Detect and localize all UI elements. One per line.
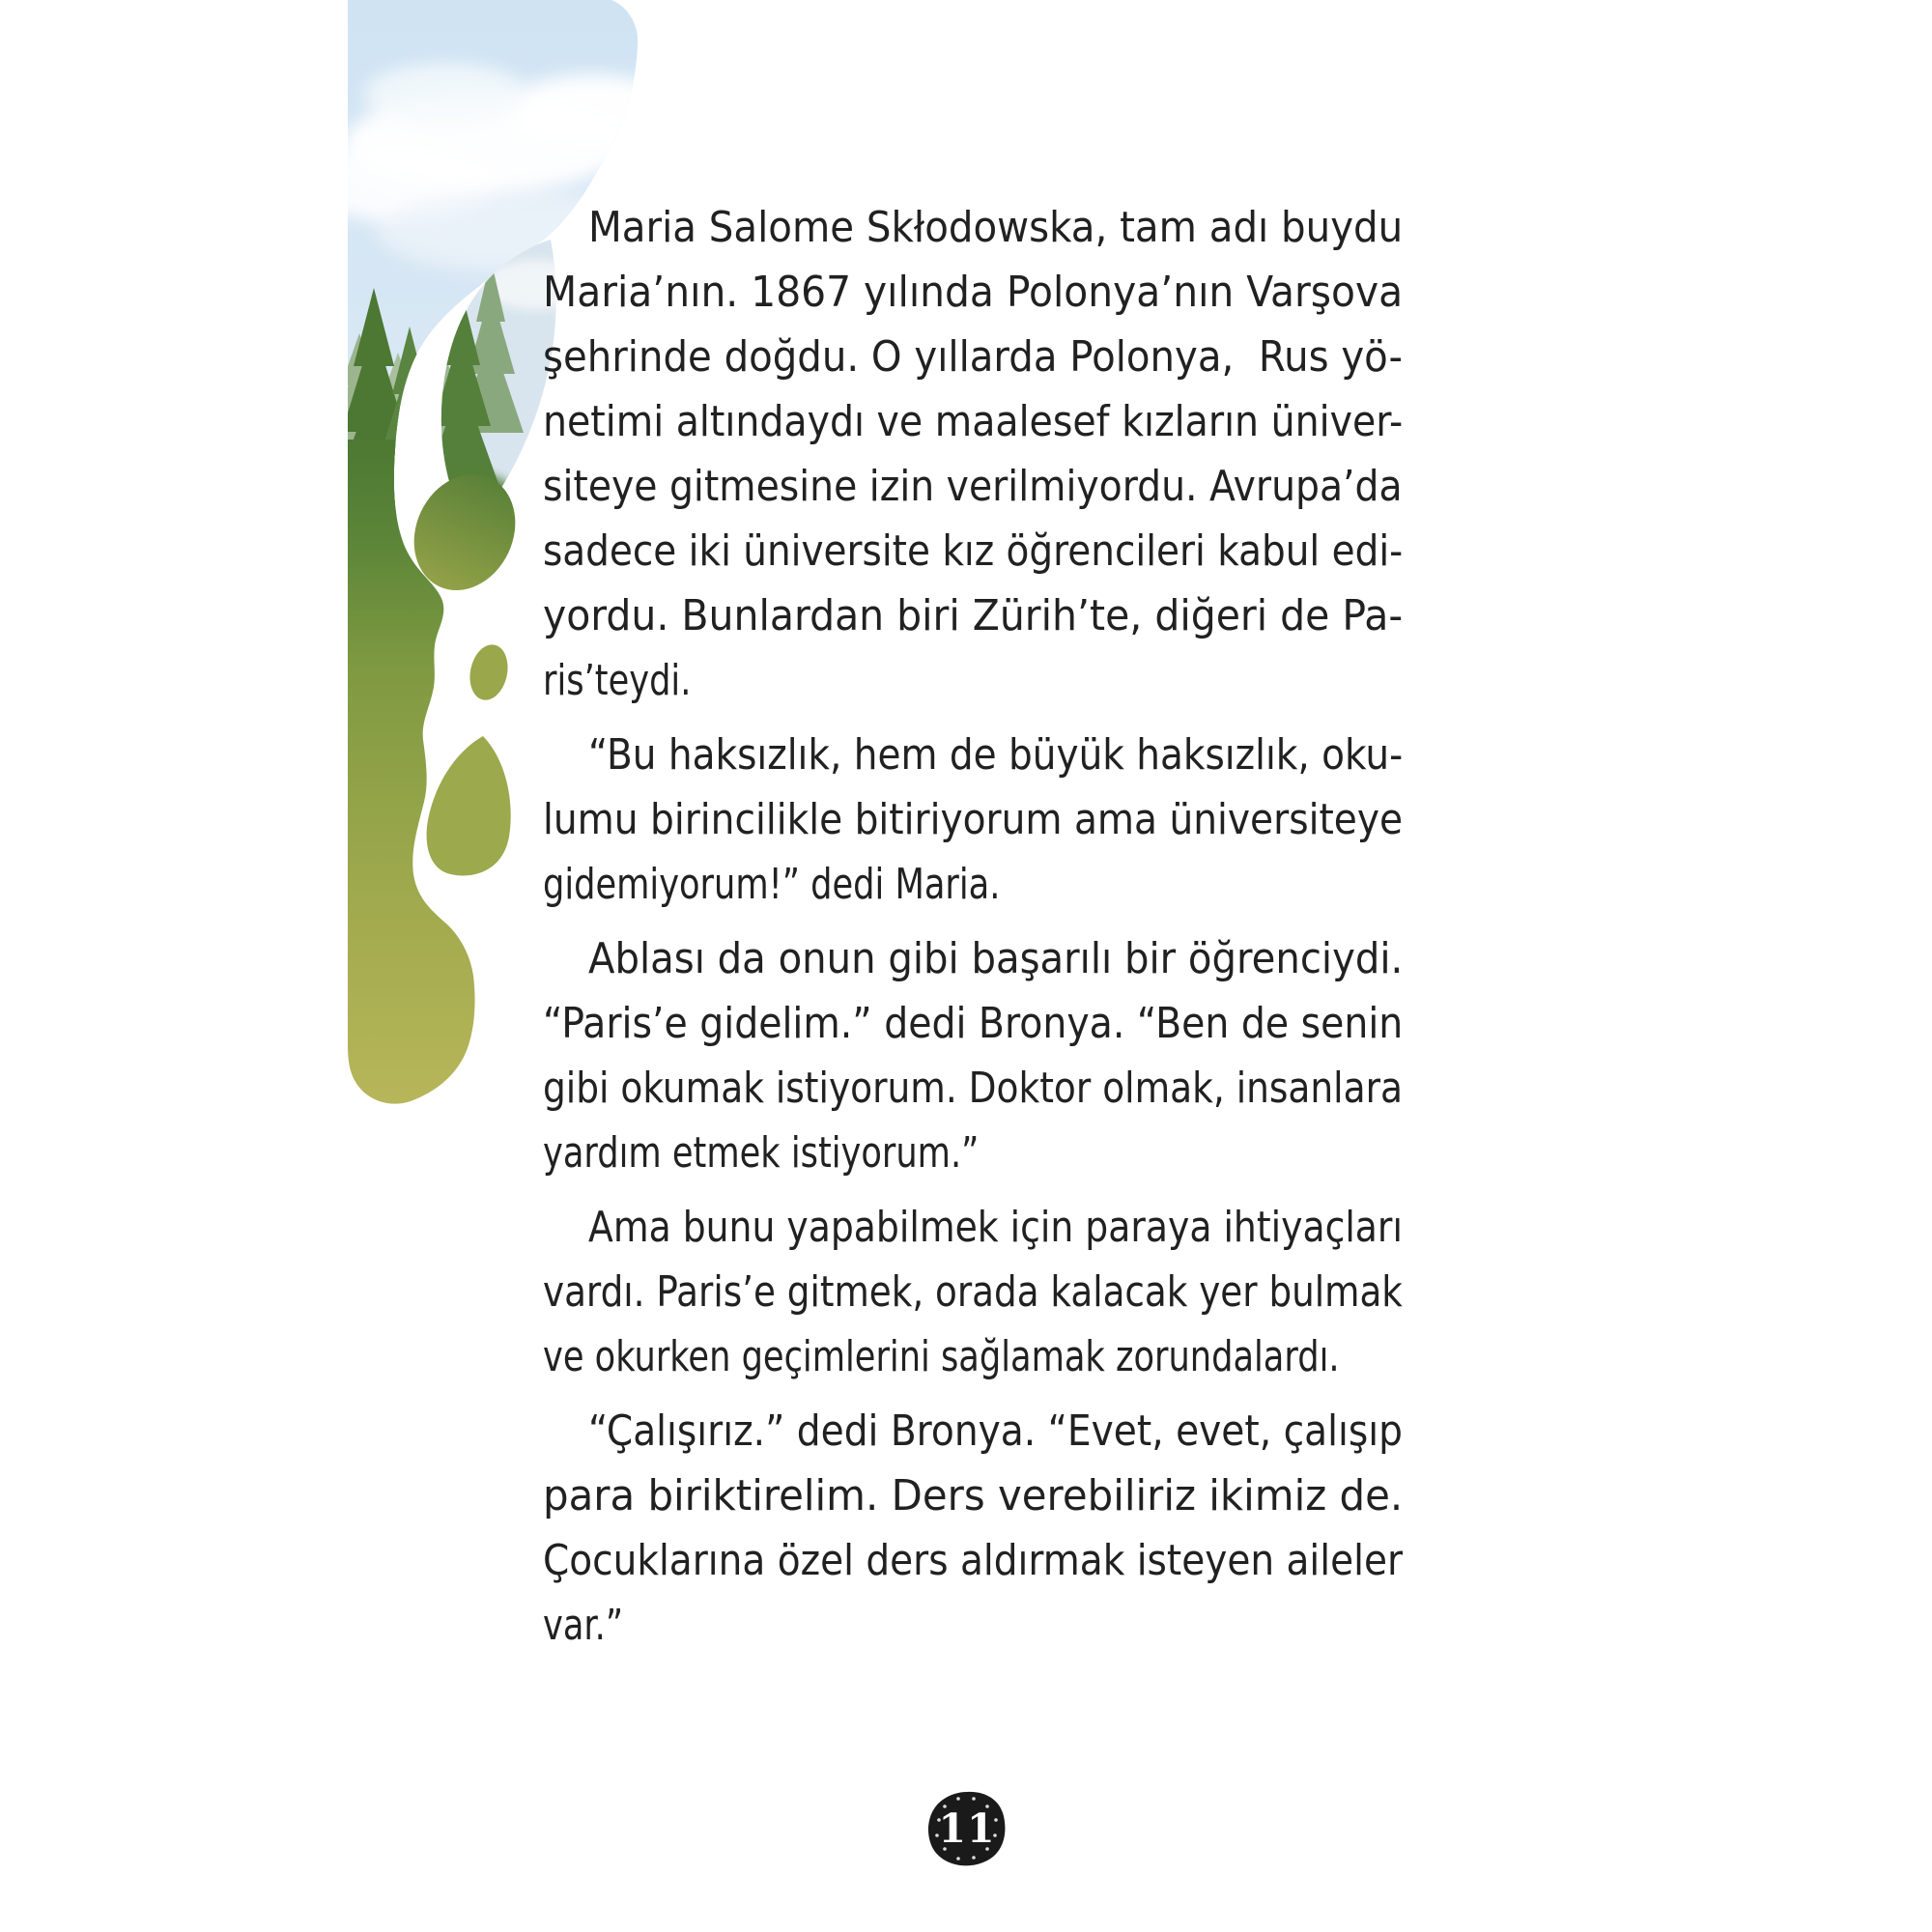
story-line: [543, 195, 1403, 260]
story-line-text: gibi okumak istiyorum. Doktor olmak, insanlara: [543, 1064, 1404, 1113]
story-line-text: Çocuklarına özel ders aldırmak isteyen aileler: [543, 1536, 1404, 1585]
story-line: [543, 389, 1403, 454]
story-line: [543, 723, 1403, 787]
story-line: [543, 1463, 1403, 1528]
paragraph: [543, 926, 1403, 1185]
story-line: [543, 787, 1403, 852]
story-line: [543, 454, 1403, 519]
story-line-text: “Paris’e gidelim.” dedi Bronya. “Ben de senin: [543, 999, 1404, 1048]
story-line: [543, 1528, 1403, 1593]
story-line-text: sadece iki üniversite kız öğrencileri kabul edi-: [543, 526, 1404, 576]
paragraph: [543, 1195, 1403, 1389]
paragraph: [543, 1399, 1403, 1658]
story-line-text: var.”: [543, 1601, 624, 1650]
story-line-text: Maria Salome Skłodowska, tam adı buydu: [588, 203, 1404, 252]
story-line: [543, 260, 1403, 325]
page-number: 11: [938, 1805, 996, 1852]
story-line: [543, 519, 1403, 583]
story-line-text: vardı. Paris’e gitmek, orada kalacak yer bulmak: [543, 1267, 1403, 1317]
story-line: [543, 1056, 1403, 1121]
story-line-text: şehrinde doğdu. O yıllarda Polonya, Rus yö-: [543, 332, 1404, 382]
story-line-text: siteye gitmesine izin verilmiyordu. Avrupa’da: [543, 462, 1403, 511]
story-line-text: ve okurken geçimlerini sağlamak zorundalardı.: [543, 1332, 1340, 1381]
story-line: [543, 1195, 1403, 1260]
story-text: [543, 195, 1403, 1658]
story-line-text: lumu birincilikle bitiriyorum ama üniversiteye: [543, 795, 1404, 844]
story-line: [543, 1260, 1403, 1324]
story-line-text: Ablası da onun gibi başarılı bir öğrenciydi.: [588, 934, 1404, 983]
story-line-text: ris’teydi.: [543, 656, 692, 705]
story-line-text: “Çalışırız.” dedi Bronya. “Evet, evet, çalışıp: [588, 1406, 1403, 1456]
scenery-blob-small: [465, 641, 512, 704]
story-line: [543, 852, 1403, 917]
paragraph: [543, 195, 1403, 713]
story-line: [543, 325, 1403, 389]
paragraph: [543, 723, 1403, 917]
story-line-text: netimi altındaydı ve maalesef kızların üniver-: [543, 397, 1404, 446]
story-line-text: yardım etmek istiyorum.”: [543, 1128, 980, 1178]
scenery-blob-triangle: [427, 736, 511, 875]
story-line: [543, 991, 1403, 1056]
story-line-text: “Bu haksızlık, hem de büyük haksızlık, oku-: [588, 730, 1404, 780]
story-line: [543, 1121, 1403, 1185]
story-line: [543, 926, 1403, 991]
page-number-badge: [923, 1785, 1014, 1877]
story-line-text: Ama bunu yapabilmek için paraya ihtiyaçları: [588, 1203, 1403, 1252]
story-line: [543, 583, 1403, 648]
story-line-text: yordu. Bunlardan biri Zürih’te, diğeri de Pa-: [543, 591, 1404, 640]
story-line-text: Maria’nın. 1867 yılında Polonya’nın Varşova: [543, 268, 1404, 317]
story-line-text: para biriktirelim. Ders verebiliriz ikimiz de.: [543, 1471, 1404, 1520]
story-line: [543, 1399, 1403, 1463]
story-line-text: gidemiyorum!” dedi Maria.: [543, 860, 1001, 909]
story-line: [543, 1593, 1403, 1658]
story-line: [543, 1324, 1403, 1389]
story-line: [543, 648, 1403, 713]
